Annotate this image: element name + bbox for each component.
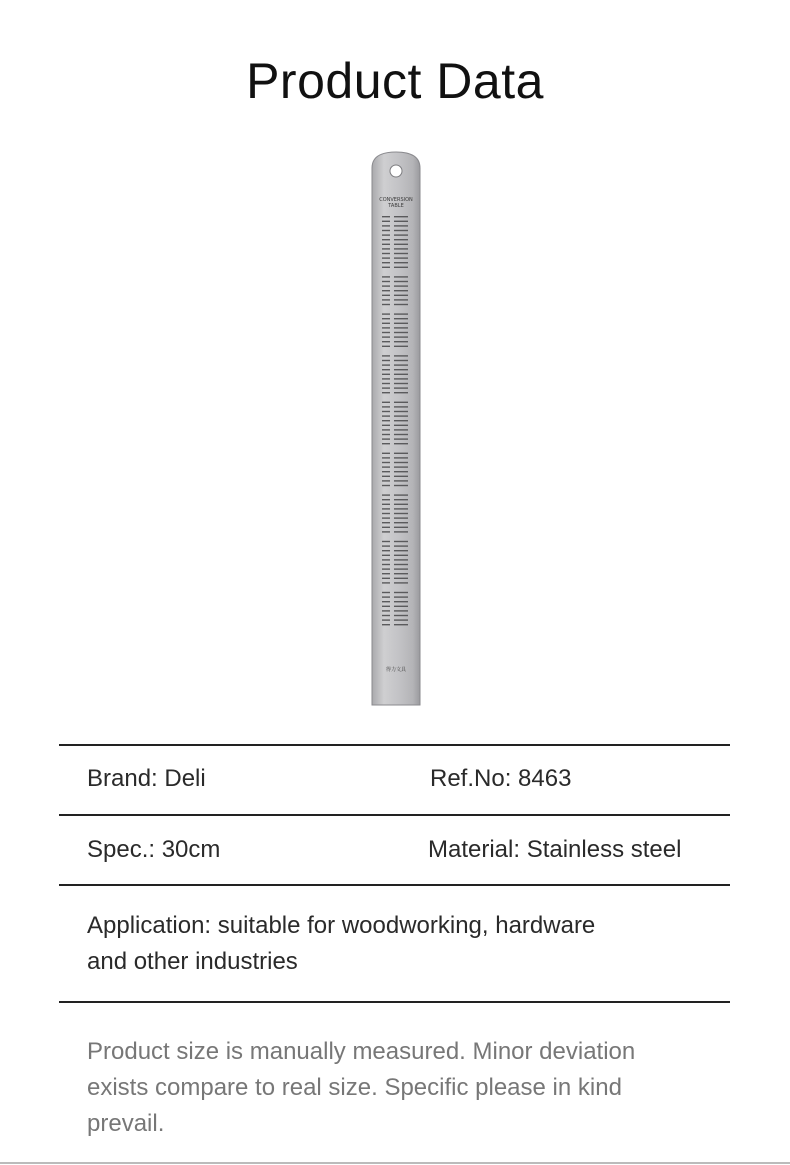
ruler-print-mark [394,592,408,593]
ruler-print-mark [394,425,408,426]
table-top-rule [59,744,730,746]
ruler-print-mark [382,582,390,583]
ruler-print-mark [394,578,408,579]
ruler-print-mark [382,610,390,611]
ruler-print-mark [394,244,408,245]
ruler-print-mark [382,457,390,458]
ruler-print-mark [394,392,408,393]
table-row-divider [59,884,730,886]
ruler-print-mark [394,513,408,514]
ruler-print-mark [382,531,390,532]
ruler-print-mark [394,299,408,300]
ruler-print-mark [382,624,390,625]
ruler-print-mark [394,541,408,542]
ruler-print-mark [382,411,390,412]
bottom-border [0,1162,790,1164]
table-bottom-rule [59,1001,730,1003]
ruler-print-mark [382,480,390,481]
page-title: Product Data [246,53,544,109]
ruler-print-mark [382,513,390,514]
ruler-print-mark [394,485,408,486]
ruler-print-mark [382,527,390,528]
ruler-print-mark [382,601,390,602]
ruler-print-mark [382,443,390,444]
ruler-print-mark [394,332,408,333]
ruler-print-mark [394,466,408,467]
steel-ruler-image [371,150,421,706]
ruler-print-mark [394,341,408,342]
ruler-print-mark [382,313,390,314]
ref-no-field: Ref.No: 8463 [430,765,572,792]
ruler-print-mark [394,573,408,574]
ruler-print-mark [394,438,408,439]
ruler-print-mark [394,499,408,500]
ruler-print-mark [382,225,390,226]
ruler-print-mark [394,346,408,347]
ruler-print-mark [394,387,408,388]
ruler-print-mark [394,504,408,505]
ruler-print-mark [394,262,408,263]
ruler-print-mark [394,494,408,495]
ruler-print-mark [382,374,390,375]
ruler-print-mark [394,374,408,375]
ruler-print-mark [382,555,390,556]
ruler-print-mark [382,466,390,467]
ruler-print-mark [394,323,408,324]
ruler-print-mark [382,508,390,509]
ruler-print-mark [382,285,390,286]
disclaimer-line: exists compare to real size. Specific please in kind [87,1074,622,1101]
ruler-print-mark [394,221,408,222]
ruler-print-mark [382,327,390,328]
ruler-print-mark [382,550,390,551]
ruler-print-mark [394,615,408,616]
ruler-print-mark [394,457,408,458]
ruler-print-mark [382,378,390,379]
ruler-print-mark [394,281,408,282]
ruler-print-mark [382,299,390,300]
ruler-print-mark [382,485,390,486]
ruler-print-mark [382,295,390,296]
ruler-print-mark [382,425,390,426]
ruler-print-mark [394,276,408,277]
ruler-print-mark [394,225,408,226]
disclaimer-line: prevail. [87,1110,165,1137]
ruler-print-mark [394,355,408,356]
ruler-print-mark [382,281,390,282]
ruler-print-mark [382,522,390,523]
ruler-print-mark [382,476,390,477]
ruler-print-mark [382,336,390,337]
ruler-print-mark [394,285,408,286]
ruler-print-mark [394,290,408,291]
ruler-print-mark [394,471,408,472]
ruler-print-mark [382,568,390,569]
ruler-print-mark [382,392,390,393]
ruler-print-mark [382,304,390,305]
ruler-print-mark [382,504,390,505]
ruler-print-mark [394,564,408,565]
ruler-print-mark [382,253,390,254]
ruler-print-mark [394,360,408,361]
ruler-print-mark [382,564,390,565]
ruler-print-mark [394,234,408,235]
ruler-print-mark [382,415,390,416]
ruler-hang-hole [390,165,402,177]
ruler-print-mark [394,369,408,370]
ruler-print-mark [394,555,408,556]
ruler-print-mark [382,573,390,574]
ruler-print-mark [394,462,408,463]
ruler-print-mark [382,262,390,263]
ruler-print-mark [394,508,408,509]
ruler-print-mark [394,216,408,217]
ruler-print-mark [394,402,408,403]
ruler-print-mark [382,434,390,435]
ruler-print-mark [394,610,408,611]
ruler-print-mark [382,239,390,240]
ruler-print-mark [382,559,390,560]
ruler-print-mark [382,462,390,463]
ruler-print-mark [394,248,408,249]
ruler-print-mark [382,244,390,245]
ruler-print-mark [394,624,408,625]
ruler-print-mark [382,402,390,403]
ruler-print-mark [394,257,408,258]
ruler-print-mark [382,248,390,249]
ruler-print-mark [382,341,390,342]
ruler-print-mark [382,216,390,217]
ruler-print-mark [382,364,390,365]
ruler-print-mark [394,568,408,569]
ruler-print-mark [394,596,408,597]
conversion-table [382,216,408,625]
ruler-print-mark [394,378,408,379]
ruler-print-mark [382,606,390,607]
ruler-label-line2: TABLE [388,203,404,209]
ruler-print-mark [394,318,408,319]
ruler-print-mark [382,545,390,546]
ruler-print-mark [394,443,408,444]
ruler-graphic [371,150,421,706]
ruler-print-mark [394,522,408,523]
ruler-print-mark [394,239,408,240]
ruler-print-mark [382,406,390,407]
disclaimer-line: Product size is manually measured. Minor deviation [87,1038,636,1065]
ruler-print-mark [394,527,408,528]
ruler-print-mark [382,517,390,518]
ruler-print-mark [394,531,408,532]
ruler-print-mark [382,592,390,593]
ruler-print-mark [394,230,408,231]
ruler-print-mark [394,429,408,430]
application-line: and other industries [87,948,298,975]
ruler-print-mark [394,601,408,602]
ruler-print-mark [382,276,390,277]
ruler-print-mark [394,415,408,416]
ruler-print-mark [394,304,408,305]
ruler-print-mark [394,476,408,477]
ruler-print-mark [394,406,408,407]
ruler-print-mark [394,517,408,518]
ruler-print-mark [382,615,390,616]
ruler-print-mark [382,453,390,454]
ruler-print-mark [382,429,390,430]
ruler-print-mark [394,434,408,435]
ruler-print-mark [394,559,408,560]
application-line: Application: suitable for woodworking, hardware [87,912,596,939]
ruler-brand-mark: 得力文具 [385,667,407,673]
ruler-print-mark [382,383,390,384]
ruler-label-line1: CONVERSION [379,197,413,203]
ruler-print-mark [382,267,390,268]
ruler-print-mark [382,355,390,356]
ruler-print-mark [394,364,408,365]
ruler-print-mark [394,545,408,546]
ruler-print-mark [394,550,408,551]
ruler-print-mark [382,318,390,319]
ruler-print-mark [382,230,390,231]
ruler-print-mark [394,453,408,454]
ruler-print-mark [382,332,390,333]
ruler-print-mark [382,323,390,324]
ruler-print-mark [382,387,390,388]
ruler-print-mark [394,480,408,481]
ruler-print-mark [394,383,408,384]
ruler-print-mark [382,420,390,421]
ruler-print-mark [382,438,390,439]
ruler-print-mark [382,499,390,500]
ruler-print-mark [382,346,390,347]
ruler-print-mark [382,471,390,472]
ruler-print-mark [382,369,390,370]
ruler-print-mark [382,541,390,542]
ruler-print-mark [394,336,408,337]
ruler-print-mark [394,606,408,607]
brand-field: Brand: Deli [87,765,206,792]
table-row-divider [59,814,730,816]
ruler-print-mark [394,253,408,254]
ruler-print-mark [382,494,390,495]
ruler-print-mark [394,295,408,296]
ruler-print-mark [394,420,408,421]
ruler-print-mark [394,313,408,314]
disclaimer-note [87,1034,707,1142]
ruler-print-mark [382,234,390,235]
ruler-print-mark [382,290,390,291]
ruler-print-mark [382,360,390,361]
ruler-print-mark [394,411,408,412]
ruler-print-mark [394,327,408,328]
ruler-print-mark [394,267,408,268]
ruler-print-mark [382,596,390,597]
ruler-print-mark [394,582,408,583]
spec-field: Spec.: 30cm [87,836,221,863]
ruler-print-mark [394,619,408,620]
application-field [87,908,687,980]
ruler-print-mark [382,221,390,222]
material-field: Material: Stainless steel [428,836,682,863]
ruler-print-mark [382,257,390,258]
ruler-print-mark [382,619,390,620]
ruler-print-mark [382,578,390,579]
